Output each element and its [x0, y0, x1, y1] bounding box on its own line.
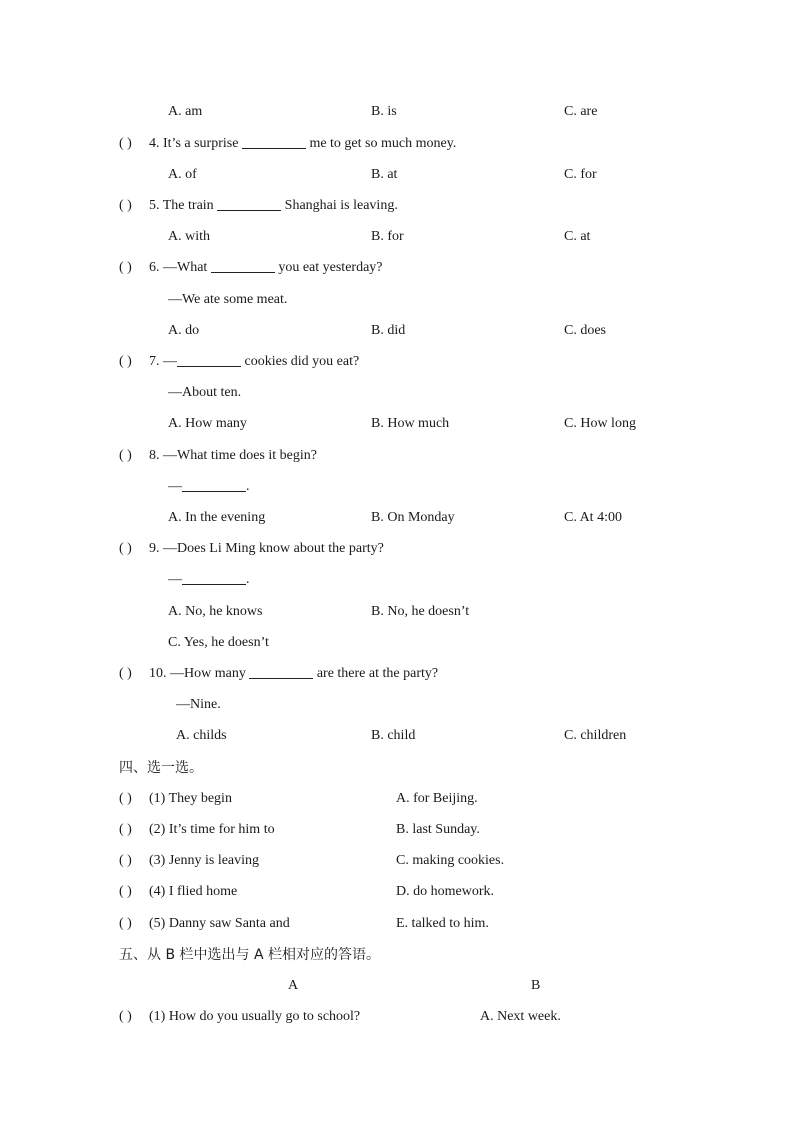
match-left: (1) How do you usually go to school? — [149, 1009, 361, 1024]
reply-end: . — [246, 572, 250, 587]
answer-paren[interactable]: ( ) — [119, 260, 132, 275]
question-6-text — [149, 258, 383, 278]
match-right: D. do homework. — [396, 884, 494, 899]
section-title: 五、从 B 栏中选出与 A 栏相对应的答语。 — [119, 947, 380, 963]
q10-reply — [0, 695, 794, 715]
answer-paren[interactable]: ( ) — [119, 198, 132, 213]
answer-blank[interactable] — [217, 196, 281, 211]
answer-blank[interactable] — [182, 570, 246, 585]
question-stem: It’s a surprise — [163, 136, 239, 151]
q8-option-a: A. In the evening — [168, 510, 266, 525]
q9-options-row2 — [0, 633, 794, 653]
match-left: (4) I flied home — [149, 884, 238, 899]
match-row — [0, 882, 794, 902]
question-number: 6. — [149, 260, 160, 275]
answer-paren[interactable]: ( ) — [119, 916, 132, 931]
question-number: 8. — [149, 448, 160, 463]
answer-paren[interactable]: ( ) — [119, 541, 132, 556]
question-4-text — [149, 134, 456, 154]
match-row — [0, 789, 794, 809]
q5-options — [0, 227, 794, 247]
question-10-text — [149, 664, 438, 684]
question-stem: are there at the party? — [316, 666, 439, 681]
question-4 — [0, 134, 794, 154]
column-b-header: B — [531, 978, 541, 993]
answer-paren[interactable]: ( ) — [119, 354, 132, 369]
q8-option-b: B. On Monday — [371, 510, 455, 525]
q3-options — [0, 102, 794, 122]
dialogue-reply — [168, 570, 250, 590]
column-a-header: A — [288, 978, 299, 993]
question-stem: —What — [163, 260, 208, 275]
q6-reply — [0, 290, 794, 310]
answer-paren[interactable]: ( ) — [119, 448, 132, 463]
answer-paren[interactable]: ( ) — [119, 853, 132, 868]
question-stem: —What time does it begin? — [163, 448, 317, 463]
q9-option-c: C. Yes, he doesn’t — [168, 635, 269, 650]
section-4-heading — [0, 758, 794, 778]
answer-paren[interactable]: ( ) — [119, 884, 132, 899]
answer-blank[interactable] — [211, 258, 275, 273]
answer-paren[interactable]: ( ) — [119, 791, 132, 806]
question-7 — [0, 352, 794, 372]
q9-option-b: B. No, he doesn’t — [371, 604, 470, 619]
q5-option-a: A. with — [168, 229, 210, 244]
dialogue-reply: —We ate some meat. — [168, 292, 288, 307]
reply-dash: — — [168, 479, 182, 494]
match-right: A. Next week. — [480, 1009, 561, 1024]
question-stem: you eat yesterday? — [278, 260, 383, 275]
question-5-text — [149, 196, 398, 216]
question-number: 9. — [149, 541, 160, 556]
answer-paren[interactable]: ( ) — [119, 1009, 132, 1024]
section-5-heading — [0, 945, 794, 965]
question-6 — [0, 258, 794, 278]
q6-option-c: C. does — [564, 323, 606, 338]
question-9-text — [149, 539, 384, 559]
question-number: 4. — [149, 136, 160, 151]
q8-options — [0, 508, 794, 528]
match-left: (1) They begin — [149, 791, 232, 806]
dialogue-reply — [168, 477, 250, 497]
question-stem: me to get so much money. — [309, 136, 457, 151]
answer-paren[interactable]: ( ) — [119, 822, 132, 837]
q6-option-a: A. do — [168, 323, 200, 338]
q7-option-a: A. How many — [168, 416, 247, 431]
question-number: 10. — [149, 666, 167, 681]
dialogue-reply: —Nine. — [176, 697, 221, 712]
match-right: B. last Sunday. — [396, 822, 480, 837]
q10-option-c: C. children — [564, 728, 627, 743]
question-10 — [0, 664, 794, 684]
q10-option-b: B. child — [371, 728, 416, 743]
q5-option-b: B. for — [371, 229, 404, 244]
reply-dash: — — [168, 572, 182, 587]
q10-options — [0, 726, 794, 746]
question-5 — [0, 196, 794, 216]
q3-option-c: C. are — [564, 104, 598, 119]
question-7-text — [149, 352, 359, 372]
q3-option-b: B. is — [371, 104, 397, 119]
match-left: (3) Jenny is leaving — [149, 853, 260, 868]
match-right: C. making cookies. — [396, 853, 505, 868]
q4-options — [0, 165, 794, 185]
q8-reply — [0, 477, 794, 497]
question-stem: —How many — [170, 666, 246, 681]
answer-blank[interactable] — [182, 477, 246, 492]
q7-option-c: C. How long — [564, 416, 636, 431]
q9-option-a: A. No, he knows — [168, 604, 263, 619]
q5-option-c: C. at — [564, 229, 591, 244]
q9-options-row1 — [0, 602, 794, 622]
answer-blank[interactable] — [242, 134, 306, 149]
question-stem: The train — [162, 198, 214, 213]
question-stem: — — [163, 354, 177, 369]
q6-options — [0, 321, 794, 341]
question-stem: Shanghai is leaving. — [284, 198, 398, 213]
q7-option-b: B. How much — [371, 416, 450, 431]
question-8 — [0, 446, 794, 466]
match-row — [0, 851, 794, 871]
question-number: 7. — [149, 354, 160, 369]
answer-blank[interactable] — [177, 352, 241, 367]
question-8-text — [149, 446, 317, 466]
q4-option-c: C. for — [564, 167, 597, 182]
q8-option-c: C. At 4:00 — [564, 510, 622, 525]
question-stem: cookies did you eat? — [244, 354, 360, 369]
question-9 — [0, 539, 794, 559]
answer-paren[interactable]: ( ) — [119, 666, 132, 681]
answer-blank[interactable] — [249, 664, 313, 679]
q4-option-a: A. of — [168, 167, 197, 182]
reply-end: . — [246, 479, 250, 494]
column-headers — [0, 976, 794, 996]
q7-reply — [0, 383, 794, 403]
match-right: E. talked to him. — [396, 916, 489, 931]
dialogue-reply: —About ten. — [168, 385, 242, 400]
q9-reply — [0, 570, 794, 590]
q6-option-b: B. did — [371, 323, 406, 338]
match-row — [0, 820, 794, 840]
q3-option-a: A. am — [168, 104, 203, 119]
match-left: (2) It’s time for him to — [149, 822, 275, 837]
match-row — [0, 914, 794, 934]
question-stem: —Does Li Ming know about the party? — [163, 541, 384, 556]
q4-option-b: B. at — [371, 167, 398, 182]
section-title: 四、选一选。 — [119, 760, 203, 776]
match-row — [0, 1007, 794, 1027]
q10-option-a: A. childs — [176, 728, 227, 743]
match-left: (5) Danny saw Santa and — [149, 916, 290, 931]
q7-options — [0, 414, 794, 434]
question-number: 5. — [149, 198, 160, 213]
answer-paren[interactable]: ( ) — [119, 136, 132, 151]
match-right: A. for Beijing. — [396, 791, 478, 806]
